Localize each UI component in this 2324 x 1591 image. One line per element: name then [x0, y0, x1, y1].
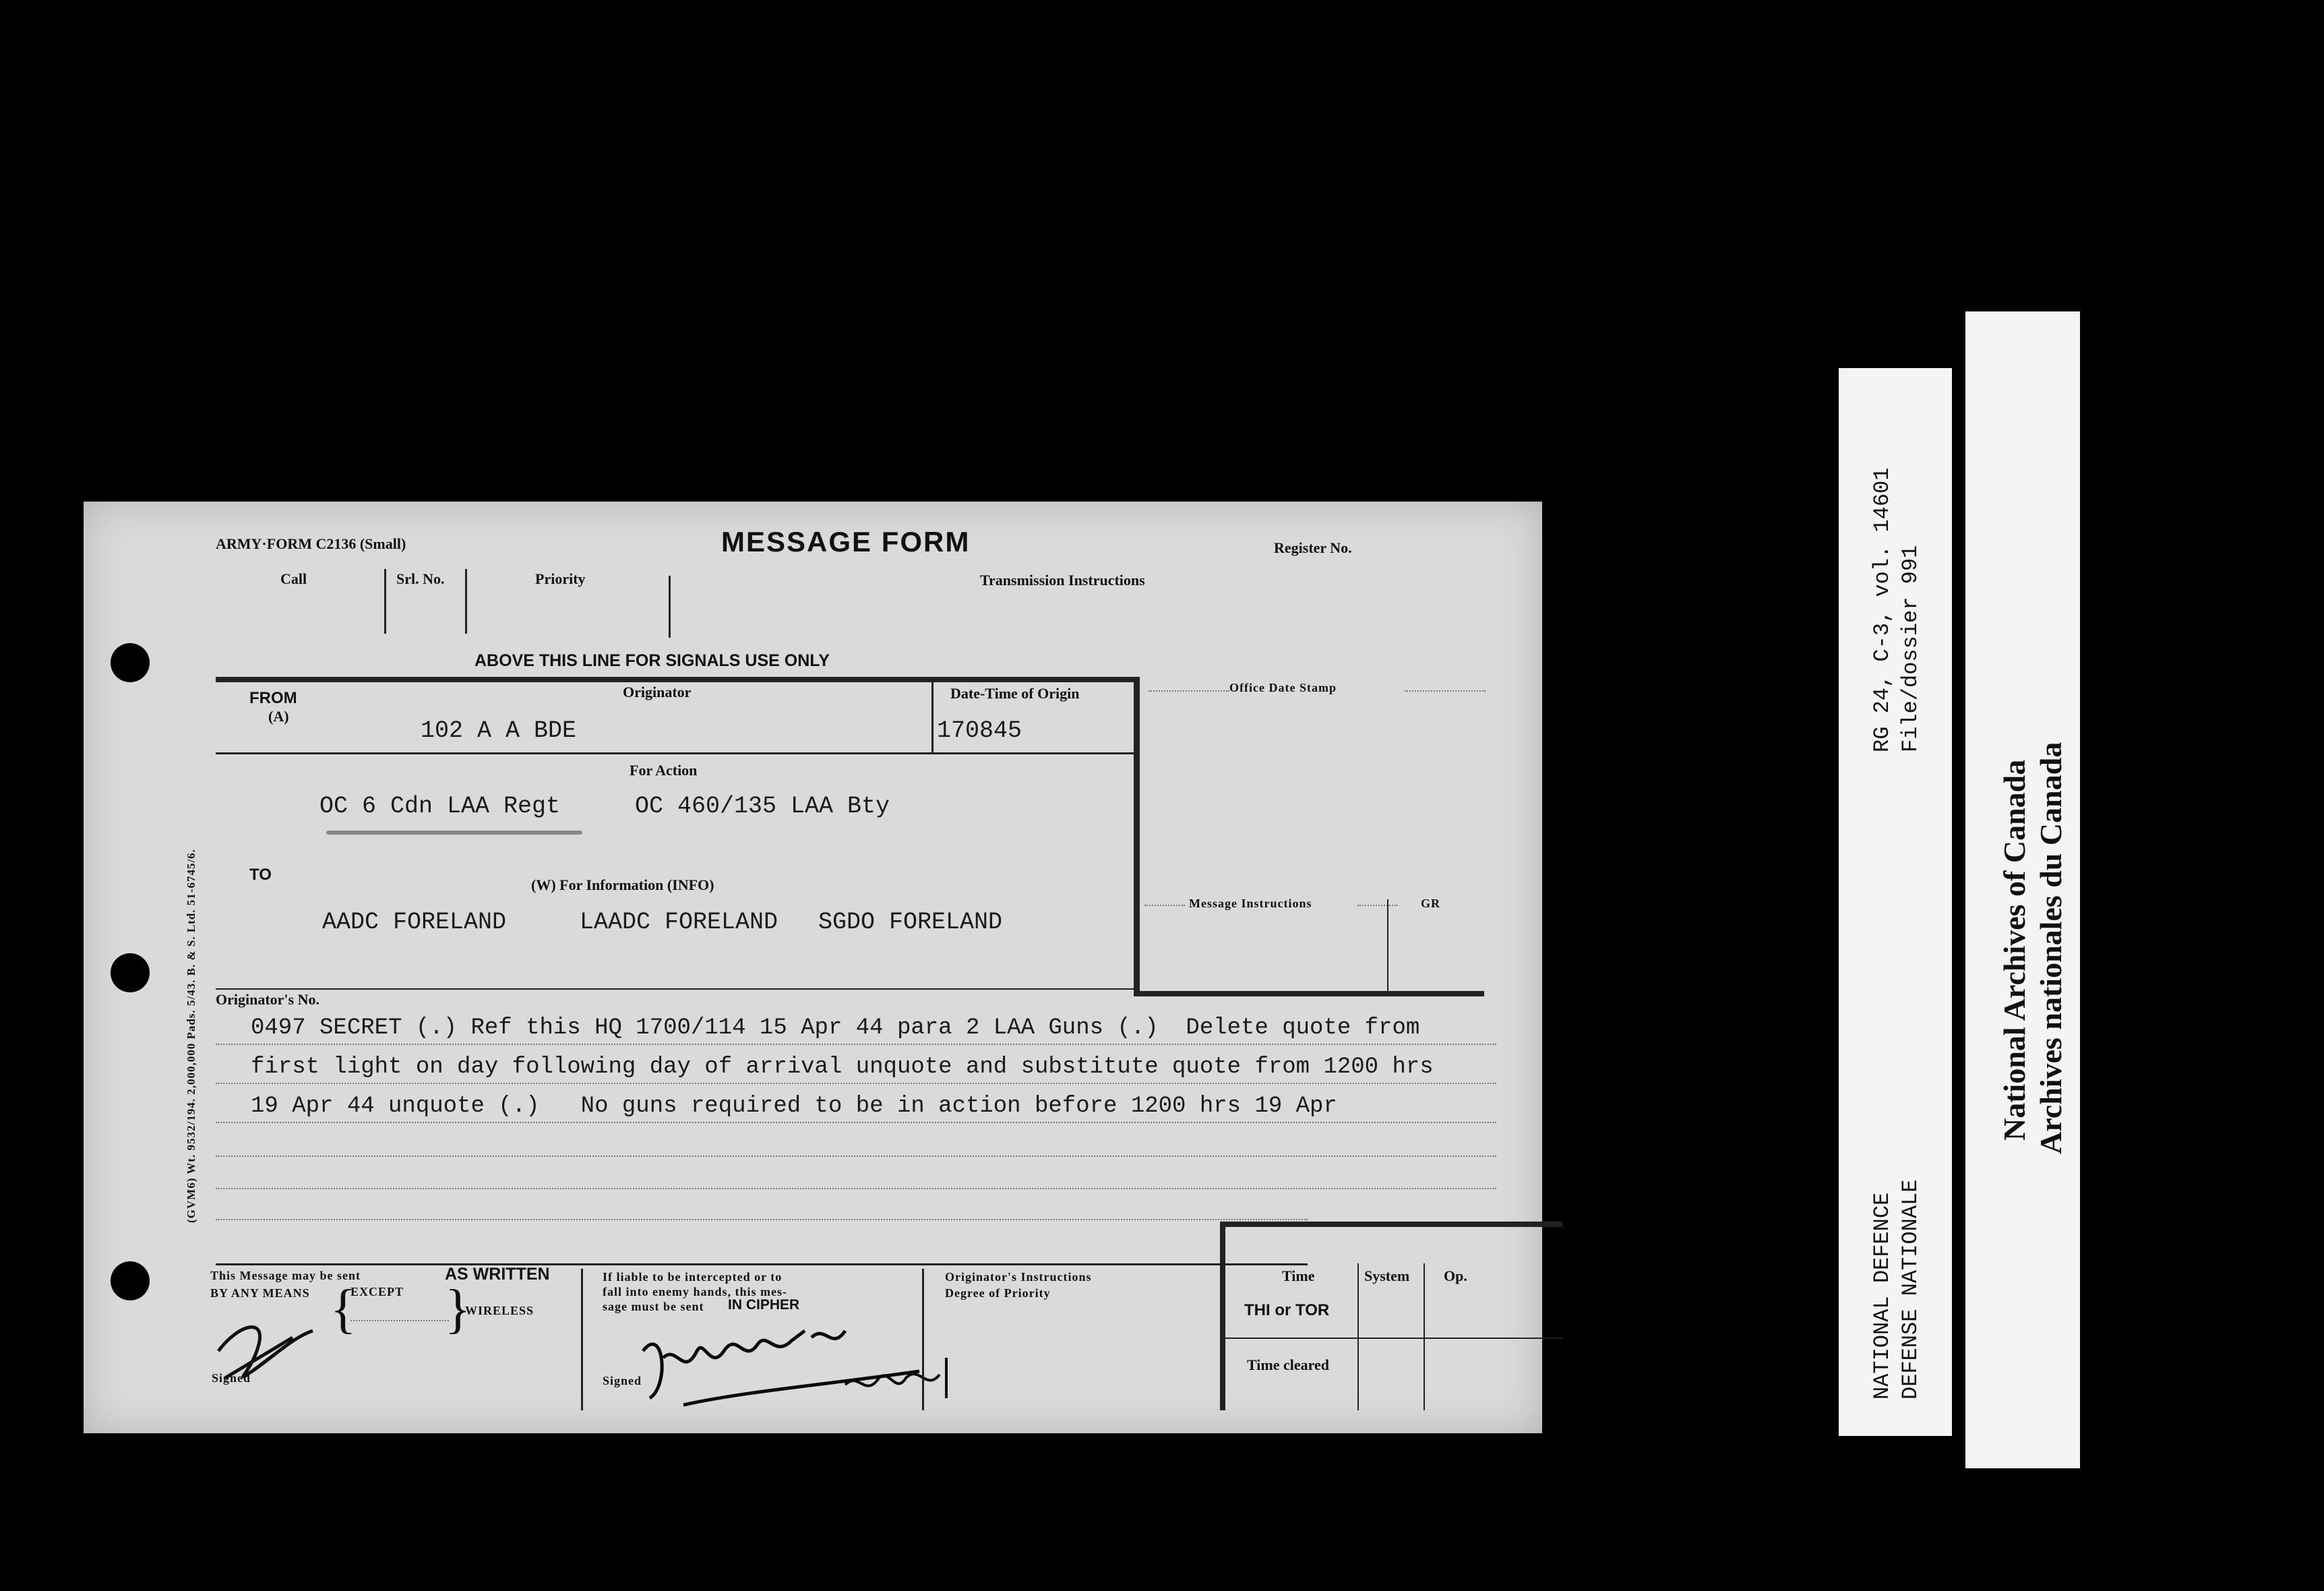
punch-hole: [111, 643, 150, 682]
signed-label-1: Signed: [212, 1371, 251, 1385]
originator-label: Originator: [623, 684, 692, 700]
underline-mark: [326, 831, 582, 835]
thi-tor-label: THI or TOR: [1244, 1301, 1330, 1319]
instr-dots: [1357, 905, 1398, 906]
reference-line-1: RG 24, C-3, vol. 14601: [1870, 467, 1895, 752]
time-box-top: [1220, 1222, 1562, 1227]
archives-name-en: National Archives of Canada: [1997, 759, 2031, 1141]
signature-scribble-1: [212, 1311, 333, 1391]
except-dots: [350, 1320, 449, 1321]
message-line-3: 19 Apr 44 unquote (.) No guns required to be in action before 1200 hrs 19 Apr: [251, 1093, 1337, 1119]
from-label: FROM: [249, 689, 297, 707]
divider: [669, 576, 671, 638]
reference-line-2: File/dossier 991: [1898, 545, 1923, 752]
message-form: [84, 502, 1542, 1433]
ruled-line: [216, 1155, 1496, 1157]
divider: [465, 569, 467, 634]
divider: [931, 682, 934, 754]
row-rule: [216, 988, 1139, 990]
action-addressee-1: OC 6 Cdn LAA Regt: [319, 793, 561, 820]
register-no-label: Register No.: [1274, 539, 1352, 556]
stamp-dots: [1405, 690, 1486, 692]
time-box-left: [1220, 1222, 1225, 1410]
row-rule: [1225, 1338, 1562, 1339]
degree-priority-label: Degree of Priority: [945, 1286, 1051, 1300]
time-cleared-label: Time cleared: [1247, 1356, 1329, 1373]
brace-right: }: [445, 1280, 471, 1339]
srl-no-label: Srl. No.: [396, 570, 445, 587]
reference-line-4: DEFENSE NATIONALE: [1898, 1179, 1923, 1400]
except-label: EXCEPT: [350, 1285, 404, 1298]
signals-line-text: ABOVE THIS LINE FOR SIGNALS USE ONLY: [475, 651, 830, 670]
info-addressee-3: SGDO FORELAND: [818, 909, 1003, 936]
archive-reference-label: [1839, 368, 1952, 1436]
punch-hole: [111, 953, 150, 992]
national-archives-label: [1965, 311, 2080, 1468]
action-addressee-2: OC 460/135 LAA Bty: [635, 793, 890, 820]
call-label: Call: [280, 570, 307, 587]
system-label: System: [1364, 1267, 1410, 1284]
liable-text-2: fall into enemy hands, this mes-: [603, 1285, 788, 1298]
ruled-line: [216, 1044, 1496, 1045]
message-line-2: first light on day following day of arrival unquote and substitute quote from 1200 hrs: [251, 1054, 1434, 1080]
info-label: (W) For Information (INFO): [531, 876, 714, 893]
dto-value: 170845: [937, 717, 1022, 744]
time-label: Time: [1282, 1267, 1315, 1284]
footer-rule: [216, 1263, 1308, 1265]
originator-value: 102 A A BDE: [421, 717, 577, 744]
orig-instructions-label: Originator's Instructions: [945, 1270, 1092, 1284]
priority-label: Priority: [535, 570, 586, 587]
form-title: MESSAGE FORM: [721, 526, 971, 558]
row-rule: [216, 752, 1136, 754]
divider: [581, 1269, 583, 1410]
ruled-line: [216, 1188, 1496, 1189]
liable-text-1: If liable to be intercepted or to: [603, 1270, 783, 1284]
dto-label: Date-Time of Origin: [950, 685, 1080, 702]
to-label: TO: [249, 866, 272, 884]
office-stamp-label: Office Date Stamp: [1229, 681, 1337, 694]
instr-dots: [1144, 905, 1185, 906]
address-right-rule: [1134, 677, 1140, 996]
signed-label-2: Signed: [603, 1374, 642, 1387]
divider: [1424, 1263, 1425, 1410]
gr-label: GR: [1421, 897, 1440, 910]
originators-no-label: Originator's No.: [216, 991, 319, 1008]
ruled-line: [216, 1083, 1496, 1084]
for-action-label: For Action: [630, 762, 698, 779]
brace-left: {: [330, 1280, 357, 1339]
wireless-label: WIRELESS: [465, 1304, 534, 1317]
by-any-means-label: BY ANY MEANS: [210, 1286, 310, 1300]
info-addressee-1: AADC FORELAND: [322, 909, 507, 936]
divider: [1357, 1263, 1359, 1410]
from-sub-label: (A): [268, 708, 289, 725]
archives-name-fr: Archives nationales du Canada: [2034, 742, 2068, 1154]
ruled-line: [216, 1122, 1496, 1123]
message-line-1: 0497 SECRET (.) Ref this HQ 1700/114 15 Apr 44 para 2 LAA Guns (.) Delete quote from: [251, 1015, 1420, 1041]
divider: [1387, 899, 1388, 992]
handwritten-signature: [623, 1304, 973, 1418]
print-code: (GVM6) Wt. 9532/194. 2,000,000 Pads. 5/43. B. & S. Ltd. 51-6745/6.: [185, 849, 197, 1223]
divider: [384, 569, 386, 634]
op-label: Op.: [1444, 1267, 1467, 1284]
info-addressee-2: LAADC FORELAND: [580, 909, 778, 936]
punch-hole: [111, 1261, 150, 1300]
stamp-bottom-rule: [1134, 991, 1484, 996]
divider: [922, 1269, 924, 1410]
may-be-sent-label: This Message may be sent: [210, 1269, 361, 1282]
stamp-dots: [1149, 690, 1229, 692]
as-written-label: AS WRITTEN: [445, 1265, 550, 1284]
address-top-rule: [216, 677, 1139, 682]
transmission-label: Transmission Instructions: [980, 572, 1145, 589]
form-id: ARMY·FORM C2136 (Small): [216, 535, 406, 552]
ruled-line: [216, 1219, 1308, 1220]
reference-line-3: NATIONAL DEFENCE: [1870, 1192, 1895, 1400]
liable-text-3: sage must be sent: [603, 1300, 704, 1313]
msg-instructions-label: Message Instructions: [1189, 897, 1312, 910]
in-cipher-label: IN CIPHER: [728, 1297, 800, 1313]
